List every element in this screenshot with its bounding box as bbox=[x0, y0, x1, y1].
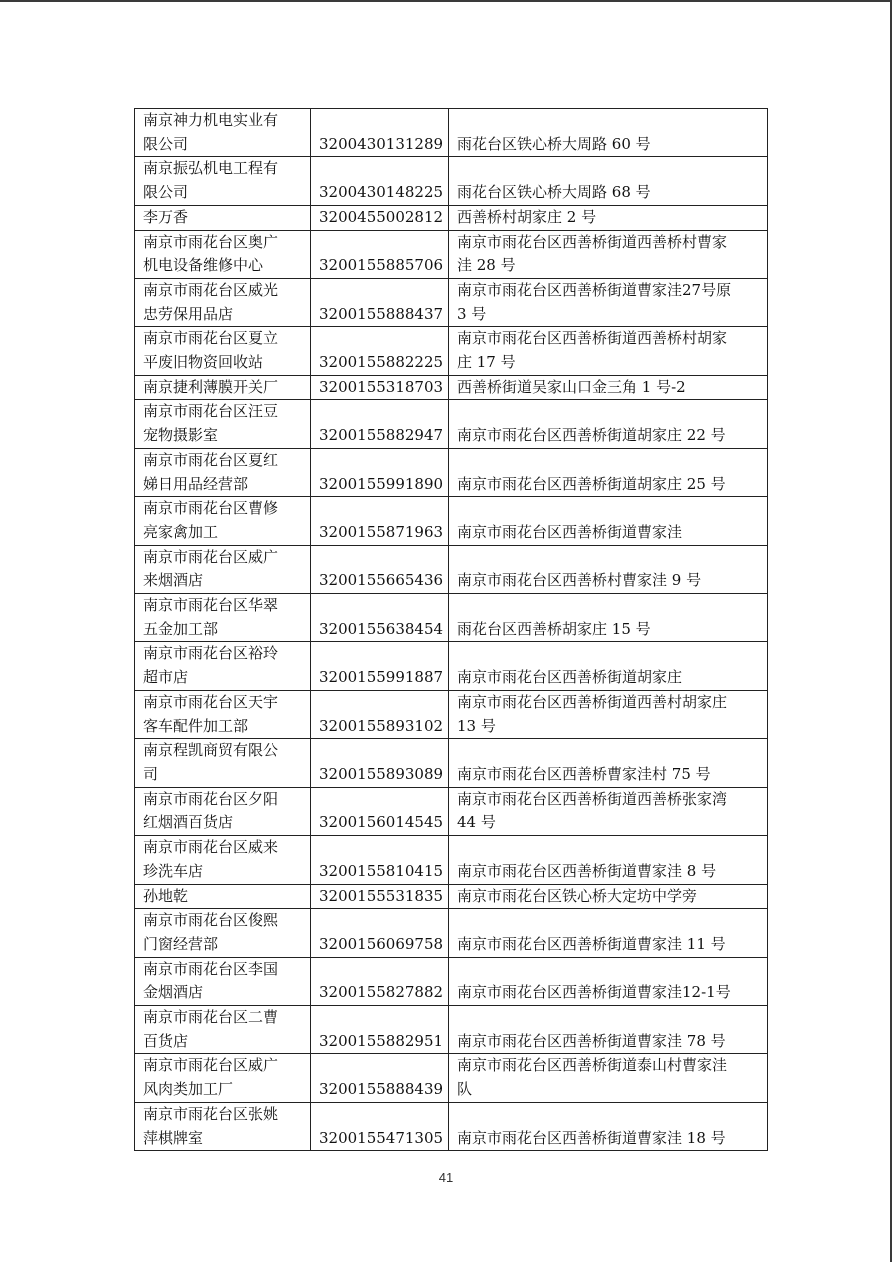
table-row bbox=[135, 327, 768, 375]
address-cell: 南京市雨花台区西善桥街道泰山村曹家洼 队 bbox=[449, 1054, 768, 1102]
registration-code-cell: 3200155888437 bbox=[311, 278, 449, 326]
address-cell: 南京市雨花台区西善桥街道曹家洼12-1号 bbox=[449, 957, 768, 1005]
business-name-cell: 南京市雨花台区曹修 亮家禽加工 bbox=[135, 497, 311, 545]
business-name-cell: 南京程凯商贸有限公 司 bbox=[135, 739, 311, 787]
business-name-cell: 南京神力机电实业有 限公司 bbox=[135, 109, 311, 157]
address-cell: 南京市雨花台区西善桥街道西善桥村曹家 洼 28 号 bbox=[449, 230, 768, 278]
address-cell: 南京市雨花台区西善桥街道曹家洼27号原 3 号 bbox=[449, 278, 768, 326]
registration-code-cell: 3200155665436 bbox=[311, 545, 449, 593]
address-cell: 南京市雨花台区西善桥街道曹家洼 8 号 bbox=[449, 836, 768, 884]
table-row bbox=[135, 739, 768, 787]
address-cell: 西善桥街道吴家山口金三角 1 号-2 bbox=[449, 375, 768, 400]
address-cell: 南京市雨花台区西善桥曹家洼村 75 号 bbox=[449, 739, 768, 787]
business-name-cell: 南京市雨花台区二曹 百货店 bbox=[135, 1006, 311, 1054]
registration-code-cell: 3200430148225 bbox=[311, 157, 449, 205]
table-row bbox=[135, 884, 768, 909]
registration-code-cell: 3200155827882 bbox=[311, 957, 449, 1005]
business-name-cell: 南京市雨花台区裕玲 超市店 bbox=[135, 642, 311, 690]
business-name-cell: 南京市雨花台区李国 金烟酒店 bbox=[135, 957, 311, 1005]
address-cell: 南京市雨花台区西善桥街道曹家洼 bbox=[449, 497, 768, 545]
business-name-cell: 南京市雨花台区天宇 客车配件加工部 bbox=[135, 690, 311, 738]
address-cell: 雨花台区铁心桥大周路 68 号 bbox=[449, 157, 768, 205]
registration-code-cell: 3200455002812 bbox=[311, 205, 449, 230]
table-row bbox=[135, 787, 768, 835]
address-cell: 南京市雨花台区西善桥村曹家洼 9 号 bbox=[449, 545, 768, 593]
registration-code-cell: 3200155885706 bbox=[311, 230, 449, 278]
business-registry-table bbox=[134, 108, 768, 1151]
business-name-cell: 南京市雨花台区夏立 平废旧物资回收站 bbox=[135, 327, 311, 375]
registration-code-cell: 3200155871963 bbox=[311, 497, 449, 545]
address-cell: 南京市雨花台区西善桥街道西善桥村胡家 庄 17 号 bbox=[449, 327, 768, 375]
table-row bbox=[135, 497, 768, 545]
business-name-cell: 南京市雨花台区夕阳 红烟酒百货店 bbox=[135, 787, 311, 835]
business-name-cell: 南京市雨花台区威广 风肉类加工厂 bbox=[135, 1054, 311, 1102]
business-name-cell: 南京市雨花台区张姚 萍棋牌室 bbox=[135, 1102, 311, 1150]
address-cell: 南京市雨花台区西善桥街道胡家庄 22 号 bbox=[449, 400, 768, 448]
registration-code-cell: 3200156014545 bbox=[311, 787, 449, 835]
business-name-cell: 南京振弘机电工程有 限公司 bbox=[135, 157, 311, 205]
registration-code-cell: 3200430131289 bbox=[311, 109, 449, 157]
registration-code-cell: 3200155888439 bbox=[311, 1054, 449, 1102]
table-row bbox=[135, 690, 768, 738]
registration-code-cell: 3200155638454 bbox=[311, 594, 449, 642]
business-name-cell: 南京市雨花台区俊熙 门窗经营部 bbox=[135, 909, 311, 957]
business-name-cell: 南京市雨花台区威来 珍洗车店 bbox=[135, 836, 311, 884]
registration-code-cell: 3200155531835 bbox=[311, 884, 449, 909]
table-row bbox=[135, 957, 768, 1005]
table-row bbox=[135, 157, 768, 205]
business-name-cell: 南京市雨花台区威光 忠劳保用品店 bbox=[135, 278, 311, 326]
address-cell: 南京市雨花台区西善桥街道胡家庄 25 号 bbox=[449, 448, 768, 496]
address-cell: 雨花台区铁心桥大周路 60 号 bbox=[449, 109, 768, 157]
table-row bbox=[135, 278, 768, 326]
registry-table-body bbox=[135, 109, 768, 1151]
top-border-line bbox=[0, 0, 892, 2]
registration-code-cell: 3200155893089 bbox=[311, 739, 449, 787]
business-name-cell: 南京市雨花台区威广 来烟酒店 bbox=[135, 545, 311, 593]
registration-code-cell: 3200155810415 bbox=[311, 836, 449, 884]
page-number: 41 bbox=[438, 1170, 454, 1185]
business-name-cell: 孙地乾 bbox=[135, 884, 311, 909]
table-row bbox=[135, 545, 768, 593]
registration-code-cell: 3200155893102 bbox=[311, 690, 449, 738]
address-cell: 南京市雨花台区西善桥街道曹家洼 18 号 bbox=[449, 1102, 768, 1150]
business-name-cell: 南京市雨花台区华翠 五金加工部 bbox=[135, 594, 311, 642]
table-row bbox=[135, 205, 768, 230]
table-row bbox=[135, 1054, 768, 1102]
address-cell: 南京市雨花台区铁心桥大定坊中学旁 bbox=[449, 884, 768, 909]
address-cell: 南京市雨花台区西善桥街道曹家洼 78 号 bbox=[449, 1006, 768, 1054]
address-cell: 南京市雨花台区西善桥街道西善桥张家湾 44 号 bbox=[449, 787, 768, 835]
table-row bbox=[135, 1006, 768, 1054]
table-row bbox=[135, 642, 768, 690]
table-row bbox=[135, 400, 768, 448]
table-row bbox=[135, 1102, 768, 1150]
address-cell: 南京市雨花台区西善桥街道曹家洼 11 号 bbox=[449, 909, 768, 957]
business-name-cell: 李万香 bbox=[135, 205, 311, 230]
table-row bbox=[135, 448, 768, 496]
table-row bbox=[135, 594, 768, 642]
table-row bbox=[135, 230, 768, 278]
address-cell: 南京市雨花台区西善桥街道西善村胡家庄 13 号 bbox=[449, 690, 768, 738]
registration-code-cell: 3200155882947 bbox=[311, 400, 449, 448]
business-name-cell: 南京市雨花台区夏红 娣日用品经营部 bbox=[135, 448, 311, 496]
business-name-cell: 南京市雨花台区奥广 机电设备维修中心 bbox=[135, 230, 311, 278]
address-cell: 西善桥村胡家庄 2 号 bbox=[449, 205, 768, 230]
table-row bbox=[135, 375, 768, 400]
table-row bbox=[135, 909, 768, 957]
business-name-cell: 南京捷利薄膜开关厂 bbox=[135, 375, 311, 400]
registration-code-cell: 3200155991890 bbox=[311, 448, 449, 496]
registration-code-cell: 3200155471305 bbox=[311, 1102, 449, 1150]
registration-code-cell: 3200156069758 bbox=[311, 909, 449, 957]
registration-code-cell: 3200155991887 bbox=[311, 642, 449, 690]
registration-code-cell: 3200155882225 bbox=[311, 327, 449, 375]
business-name-cell: 南京市雨花台区汪豆 宠物摄影室 bbox=[135, 400, 311, 448]
address-cell: 南京市雨花台区西善桥街道胡家庄 bbox=[449, 642, 768, 690]
table-row bbox=[135, 109, 768, 157]
registration-code-cell: 3200155882951 bbox=[311, 1006, 449, 1054]
registration-code-cell: 3200155318703 bbox=[311, 375, 449, 400]
table-row bbox=[135, 836, 768, 884]
address-cell: 雨花台区西善桥胡家庄 15 号 bbox=[449, 594, 768, 642]
